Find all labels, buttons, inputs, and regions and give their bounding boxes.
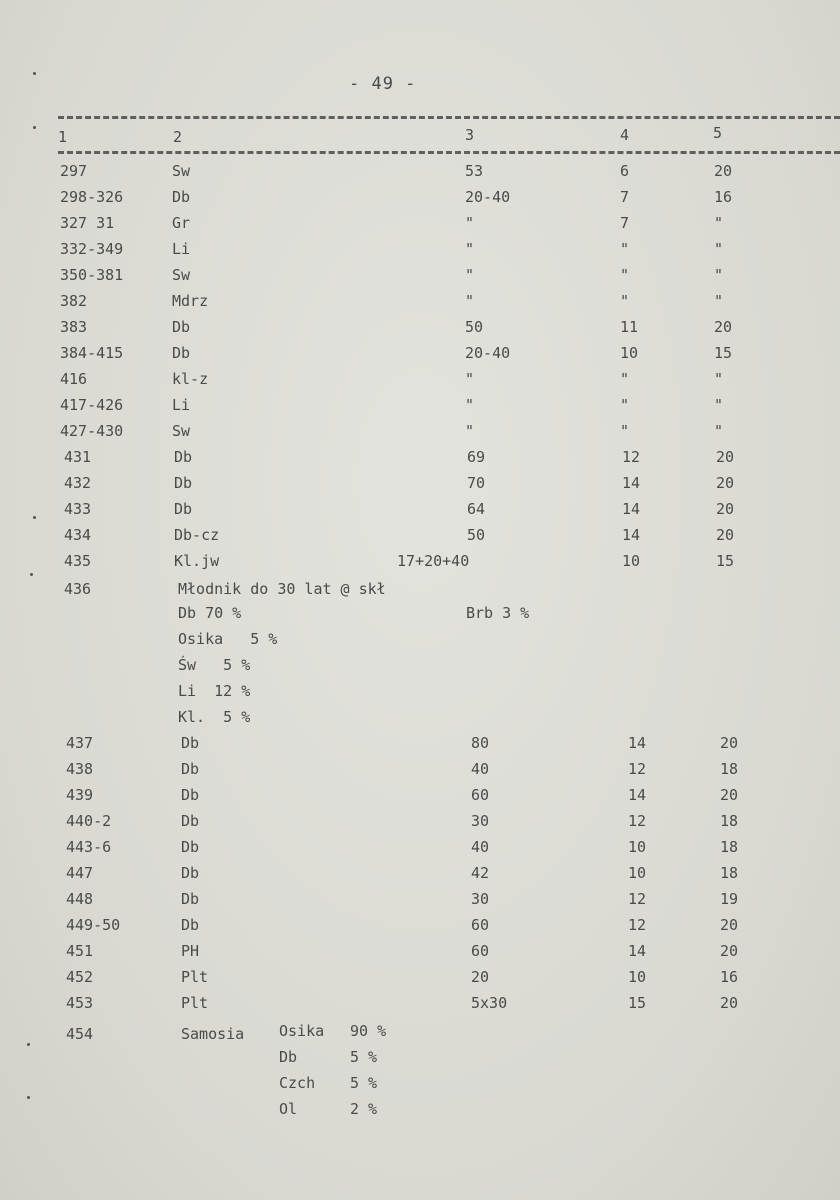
table-cell-col4: 10	[622, 552, 641, 570]
margin-mark	[33, 516, 36, 519]
table-cell-col1: 432	[64, 474, 92, 492]
column-header-2: 2	[173, 128, 183, 146]
table-cell-col5: 18	[720, 864, 739, 882]
table-cell-col5: 20	[716, 500, 735, 518]
table-cell-col4: 11	[620, 318, 639, 336]
table-cell-col3: "	[465, 422, 475, 440]
table-cell-col5: 15	[714, 344, 733, 362]
table-cell-col3: 60	[471, 916, 490, 934]
column-header-5: 5	[713, 124, 723, 142]
table-cell-col2: Db	[174, 448, 193, 466]
table-cell-col4: 14	[622, 500, 641, 518]
table-cell-col2: Plt	[181, 968, 209, 986]
composition-species: Czch	[279, 1074, 316, 1092]
table-cell-col4: "	[620, 266, 630, 284]
table-cell-col3: 20-40	[465, 188, 511, 206]
table-cell-col4: 7	[620, 214, 630, 232]
margin-mark	[33, 126, 36, 129]
table-cell-col3: 20-40	[465, 344, 511, 362]
table-cell-col4: 12	[628, 760, 647, 778]
table-cell-col4: 7	[620, 188, 630, 206]
table-cell-col1: 434	[64, 526, 92, 544]
table-cell-col1: 383	[60, 318, 88, 336]
table-cell-col2: Db	[181, 786, 200, 804]
table-cell-col4: "	[620, 292, 630, 310]
table-cell-col5: 16	[720, 968, 739, 986]
table-cell-col3: 5x30	[471, 994, 508, 1012]
table-cell-col4: 12	[628, 916, 647, 934]
table-cell-col4: "	[620, 396, 630, 414]
table-cell-col1: 449-50	[66, 916, 121, 934]
table-cell-col2: Db	[181, 890, 200, 908]
table-cell-col5: 15	[716, 552, 735, 570]
table-cell-col1: 452	[66, 968, 94, 986]
table-cell-col2: Li	[172, 396, 191, 414]
table-cell-col3: 30	[471, 890, 490, 908]
column-header-1: 1	[58, 128, 68, 146]
table-cell-col2: Db	[181, 838, 200, 856]
table-cell-col3: 80	[471, 734, 490, 752]
table-cell-col5: 20	[720, 734, 739, 752]
table-cell-col2: Osika 5 %	[178, 630, 278, 648]
table-cell-col3: "	[465, 240, 475, 258]
table-cell-col5: "	[714, 292, 724, 310]
table-cell-col1: 417-426	[60, 396, 124, 414]
header-rule-bottom	[58, 151, 840, 154]
table-cell-col4: 10	[620, 344, 639, 362]
table-cell-col5: 20	[716, 526, 735, 544]
table-cell-col5: 18	[720, 760, 739, 778]
table-cell-col2: Db	[174, 474, 193, 492]
table-cell-col4: 14	[622, 526, 641, 544]
table-cell-col2: Db	[181, 916, 200, 934]
table-cell-col1: 332-349	[60, 240, 124, 258]
table-cell-col1: 451	[66, 942, 94, 960]
table-cell-col3: Brb 3 %	[466, 604, 530, 622]
table-cell-col1: 443-6	[66, 838, 112, 856]
table-cell-col1: 433	[64, 500, 92, 518]
table-cell-col4: "	[620, 240, 630, 258]
table-cell-col2: Db	[172, 344, 191, 362]
table-cell-col4: 10	[628, 864, 647, 882]
table-cell-col5: 20	[714, 318, 733, 336]
table-cell-col2: Plt	[181, 994, 209, 1012]
table-cell-col4: 10	[628, 838, 647, 856]
margin-mark	[27, 1043, 30, 1046]
composition-species: Db	[279, 1048, 298, 1066]
table-cell-col5: 20	[720, 942, 739, 960]
table-cell-col1: 437	[66, 734, 94, 752]
table-cell-col2: Db	[181, 734, 200, 752]
table-cell-col5: 18	[720, 812, 739, 830]
table-cell-col2: Gr	[172, 214, 191, 232]
table-cell-col5: 20	[720, 786, 739, 804]
table-cell-col2: Db	[174, 500, 193, 518]
table-cell-col3: 20	[471, 968, 490, 986]
table-cell-col3: 40	[471, 760, 490, 778]
table-cell-col2: PH	[181, 942, 200, 960]
table-cell-col2: Db 70 %	[178, 604, 242, 622]
table-cell-col4: 15	[628, 994, 647, 1012]
table-cell-col3: 53	[465, 162, 484, 180]
margin-mark	[30, 573, 33, 576]
table-cell-col4: 6	[620, 162, 630, 180]
table-cell-col4: 14	[622, 474, 641, 492]
table-cell-col1: 439	[66, 786, 94, 804]
table-cell-col3: 69	[467, 448, 486, 466]
table-cell-col3: 70	[467, 474, 486, 492]
table-cell-col3: "	[465, 370, 475, 388]
table-cell-col5: "	[714, 396, 724, 414]
table-cell-col5: 19	[720, 890, 739, 908]
table-cell-col2: Db	[181, 812, 200, 830]
header-rule-top	[58, 116, 840, 119]
composition-percent: 90 %	[350, 1022, 387, 1040]
table-cell-col2: Mdrz	[172, 292, 209, 310]
table-cell-col2: Db-cz	[174, 526, 220, 544]
table-cell-col4: "	[620, 370, 630, 388]
table-cell-col5: 16	[714, 188, 733, 206]
table-cell-col1: 298-326	[60, 188, 124, 206]
table-cell-col5: "	[714, 240, 724, 258]
column-header-3: 3	[465, 126, 475, 144]
table-cell-col3: 60	[471, 942, 490, 960]
page-number: - 49 -	[349, 74, 417, 94]
table-cell-col1: 435	[64, 552, 92, 570]
table-cell-col3: 40	[471, 838, 490, 856]
table-cell-col1: 438	[66, 760, 94, 778]
table-cell-col3: 17+20+40	[397, 552, 470, 570]
table-cell-col3: 42	[471, 864, 490, 882]
table-cell-col1: 382	[60, 292, 88, 310]
table-cell-col5: "	[714, 214, 724, 232]
table-cell-col2: Samosia	[181, 1025, 245, 1043]
table-cell-col2: Db	[172, 318, 191, 336]
table-cell-col1: 431	[64, 448, 92, 466]
margin-mark	[33, 72, 36, 75]
composition-percent: 2 %	[350, 1100, 378, 1118]
margin-mark	[27, 1096, 30, 1099]
table-cell-col4: 12	[628, 812, 647, 830]
table-cell-col1: 453	[66, 994, 94, 1012]
composition-species: Osika	[279, 1022, 325, 1040]
table-cell-col3: "	[465, 292, 475, 310]
table-cell-col5: 20	[720, 994, 739, 1012]
table-cell-col5: 20	[714, 162, 733, 180]
table-cell-col3: "	[465, 214, 475, 232]
column-header-4: 4	[620, 126, 630, 144]
table-cell-col2: Db	[181, 760, 200, 778]
table-cell-col4: "	[620, 422, 630, 440]
table-cell-col5: 20	[716, 448, 735, 466]
table-cell-col5: 18	[720, 838, 739, 856]
table-cell-col2: Sw	[172, 422, 191, 440]
table-cell-col1: 454	[66, 1025, 94, 1043]
table-cell-col1: 448	[66, 890, 94, 908]
table-cell-col4: 14	[628, 734, 647, 752]
table-cell-col2: kl-z	[172, 370, 209, 388]
table-cell-col5: "	[714, 422, 724, 440]
table-cell-col2: Li	[172, 240, 191, 258]
composition-percent: 5 %	[350, 1074, 378, 1092]
table-cell-col2: Li 12 %	[178, 682, 251, 700]
table-cell-col2: Młodnik do 30 lat @ skł	[178, 580, 386, 598]
table-cell-col2: Db	[181, 864, 200, 882]
table-cell-col5: "	[714, 370, 724, 388]
table-cell-col1: 427-430	[60, 422, 124, 440]
table-cell-col4: 10	[628, 968, 647, 986]
table-cell-col2: Kl. 5 %	[178, 708, 251, 726]
composition-species: Ol	[279, 1100, 298, 1118]
table-cell-col1: 384-415	[60, 344, 124, 362]
table-cell-col1: 447	[66, 864, 94, 882]
table-cell-col3: 30	[471, 812, 490, 830]
table-cell-col2: Kl.jw	[174, 552, 220, 570]
table-cell-col1: 327 31	[60, 214, 115, 232]
table-cell-col5: "	[714, 266, 724, 284]
table-cell-col1: 416	[60, 370, 88, 388]
table-cell-col3: 50	[465, 318, 484, 336]
table-cell-col3: 50	[467, 526, 486, 544]
table-cell-col3: "	[465, 396, 475, 414]
table-cell-col3: 64	[467, 500, 486, 518]
table-cell-col1: 440-2	[66, 812, 112, 830]
table-cell-col3: "	[465, 266, 475, 284]
table-cell-col4: 12	[628, 890, 647, 908]
table-cell-col1: 297	[60, 162, 88, 180]
table-cell-col4: 12	[622, 448, 641, 466]
table-cell-col3: 60	[471, 786, 490, 804]
composition-percent: 5 %	[350, 1048, 378, 1066]
table-cell-col2: Sw	[172, 266, 191, 284]
table-cell-col5: 20	[716, 474, 735, 492]
table-cell-col2: Db	[172, 188, 191, 206]
table-cell-col1: 436	[64, 580, 92, 598]
table-cell-col1: 350-381	[60, 266, 124, 284]
table-cell-col4: 14	[628, 942, 647, 960]
table-cell-col2: Sw	[172, 162, 191, 180]
table-cell-col2: Św 5 %	[178, 656, 251, 674]
table-cell-col5: 20	[720, 916, 739, 934]
table-cell-col4: 14	[628, 786, 647, 804]
